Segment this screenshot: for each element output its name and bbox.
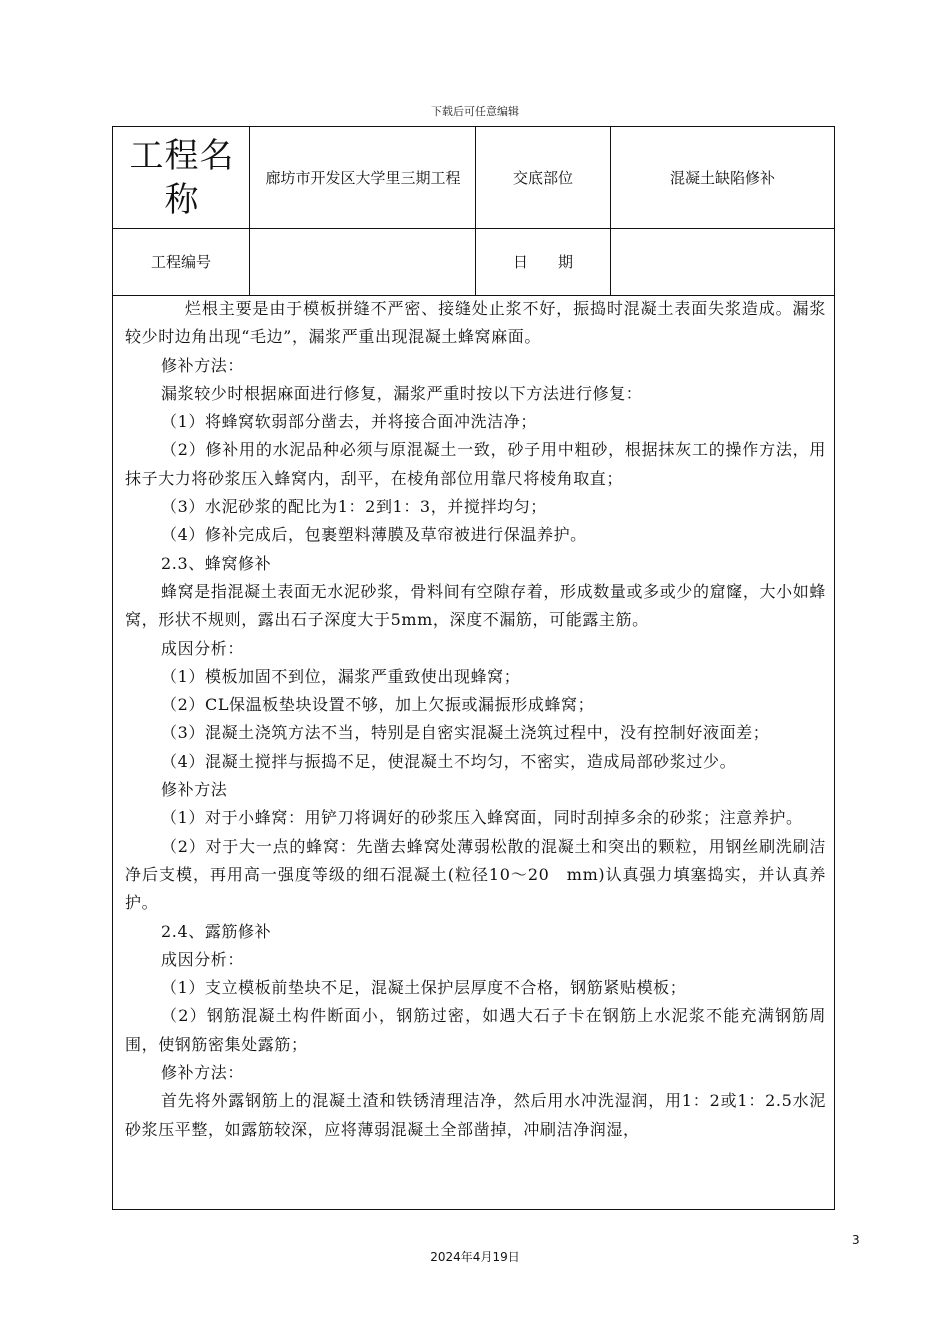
list-item: （4）修补完成后，包裹塑料薄膜及草帘被进行保温养护。: [161, 525, 587, 545]
list-item: （3）水泥砂浆的配比为1：2到1：3，并搅拌均匀；: [161, 497, 547, 517]
header-note: 下载后可任意编辑: [431, 105, 519, 118]
paragraph: 漏浆较少时根据麻面进行修复，漏浆严重时按以下方法进行修复：: [161, 383, 643, 403]
date-label: 日 期: [512, 253, 573, 271]
list-item: （1）支立模板前垫块不足，混凝土保护层厚度不合格，钢筋紧贴模板；: [161, 978, 687, 998]
paragraph: 成因分析：: [161, 949, 245, 969]
project-number-value: [250, 229, 475, 295]
disclosure-sheet: [112, 126, 835, 1210]
list-item: （1）将蜂窝软弱部分凿去，并将接合面冲洗洁净；: [161, 412, 537, 432]
project-number-label: 工程编号: [150, 253, 211, 271]
project-name-value: 廊坊市开发区大学里三期工程: [265, 168, 461, 187]
project-name-label: 工程名称: [129, 136, 235, 220]
page-number: 3: [852, 1233, 860, 1247]
disclosure-content: [113, 295, 834, 1144]
list-item: （4）混凝土搅拌与振捣不足，使混凝土不均匀，不密实，造成局部砂浆过少。: [161, 751, 737, 771]
list-item: （3）混凝土浇筑方法不当，特别是自密实混凝土浇筑过程中，没有控制好液面差；: [161, 723, 770, 743]
list-item: （1）模板加固不到位，漏浆严重致使出现蜂窝；: [161, 666, 521, 686]
date-value: [611, 229, 834, 295]
section-heading: 2.3、蜂窝修补: [161, 553, 272, 573]
list-item: （2）修补用的水泥品种必须与原混凝土一致，砂子用中粗砂，根据抹灰工的操作方法，用抹子大力将砂浆压入蜂窝内，刮平，在棱角部位用靠尺将棱角取直；: [125, 440, 826, 488]
list-item: （2）对于大一点的蜂窝：先凿去蜂窝处薄弱松散的混凝土和突出的颗粒，用钢丝刷洗刷洁净后支模，再用高一强度等级的细石混凝土(粒径10～20 mm)认真强力填塞捣实，并认真养护。: [125, 836, 826, 913]
list-item: （2）CL保温板垫块设置不够，加上欠振或漏振形成蜂窝；: [161, 695, 595, 715]
footer-date: 2024年4月19日: [430, 1250, 520, 1264]
list-item: （2）钢筋混凝土构件断面小，钢筋过密，如遇大石子卡在钢筋上水泥浆不能充满钢筋周围，使钢筋密集处露筋；: [125, 1006, 826, 1054]
paragraph: 修补方法: [161, 780, 228, 800]
paragraph: 首先将外露钢筋上的混凝土渣和铁锈清理洁净，然后用水冲洗湿润，用1：2或1：2.5水泥砂浆压平整，如露筋较深，应将薄弱混凝土全部凿掉，冲刷洁净润湿，: [125, 1091, 826, 1139]
paragraph: 成因分析：: [161, 638, 245, 658]
section-heading: 2.4、露筋修补: [161, 921, 272, 941]
disclosure-part-value: 混凝土缺陷修补: [669, 168, 775, 187]
disclosure-part-label: 交底部位: [512, 168, 573, 187]
paragraph: 蜂窝是指混凝土表面无水泥砂浆，骨料间有空隙存着，形成数量或多或少的窟窿，大小如蜂窝，形状不规则，露出石子深度大于5mm，深度不漏筋，可能露主筋。: [125, 581, 826, 630]
paragraph: 修补方法：: [161, 1063, 245, 1083]
list-item: （1）对于小蜂窝：用铲刀将调好的砂浆压入蜂窝面，同时刮掉多余的砂浆；注意养护。: [161, 808, 803, 828]
paragraph: 烂根主要是由于模板拼缝不严密、接缝处止浆不好，振捣时混凝土表面失浆造成。漏浆较少时边角出现“毛边”，漏浆严重出现混凝土蜂窝麻面。: [125, 299, 826, 347]
paragraph: 修补方法：: [161, 355, 245, 375]
